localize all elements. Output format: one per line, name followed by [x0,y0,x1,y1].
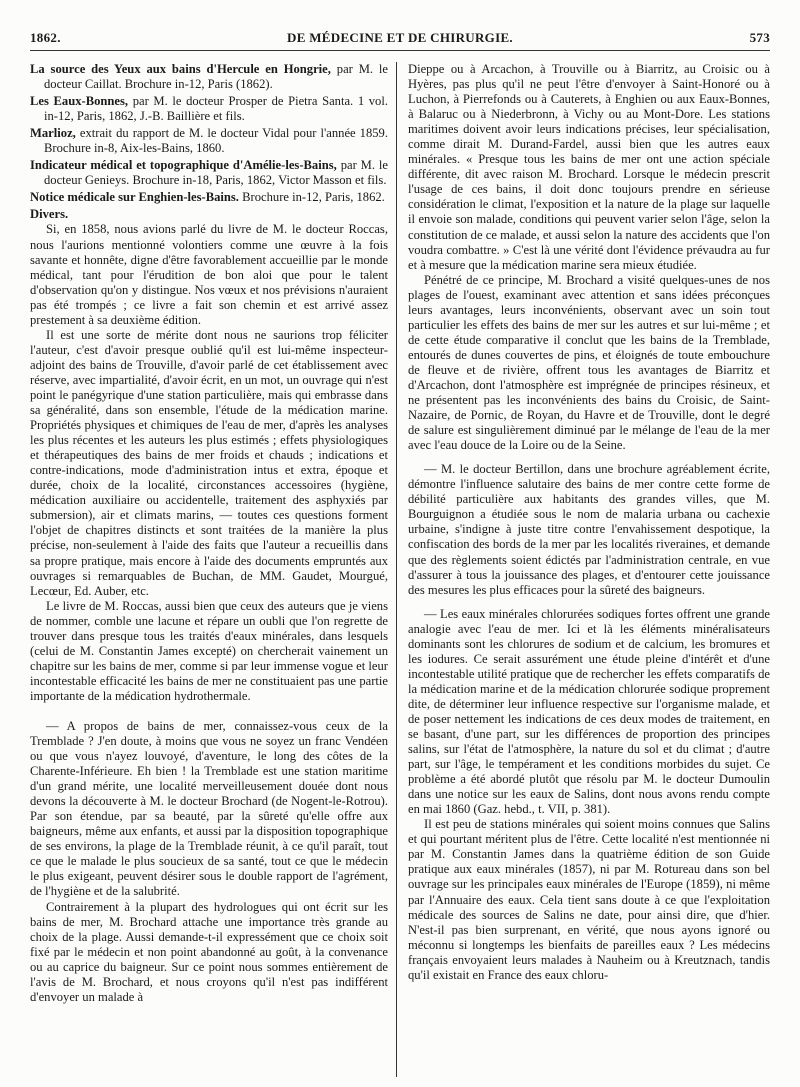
body-paragraph: Si, en 1858, nous avions parlé du livre de M. le docteur Roccas, nous l'aurions mentionné volontiers comme une œuvre à la fois savante et honnête, digne d'être favorablement accueillie par le monde médical, tant pour l'érudition de bon aloi que pour le talent d'observation qu'on y distingue. Nos vœux et nos prévisions n'auraient pas été trompés ; ce livre a fait son chemin et est arrivé assez prestement à sa deuxième édition. [30,222,388,327]
body-paragraph: Il est peu de stations minérales qui soient moins connues que Salins et qui pourtant méritent plus de l'être. Cette localité n'est mentionnée ni par M. Constantin James dans la quatrième édition de son Guide pratique aux eaux minérales (1857), ni par M. Rotureau dans son bel ouvrage sur les principales eaux minérales de l'Europe (1859), ni même par l'Annuaire des eaux. Cela tient sans doute à ce que l'exploitation médicale des sources de Salins ne date, pour ainsi dire, que d'hier. N'est-il pas bien surprenant, en vérité, que nous ayons ignoré ou méconnu si longtemps les bienfaits de pareilles eaux ? Les médecins français envoyaient leurs malades à Nauheim ou à Kreutznach, tandis qu'il existait en France des eaux chloru- [408,817,770,982]
entry-details: par M. le docteur Genieys. Brochure in-18, Paris, 1862, Victor Masson et fils. [44,158,389,188]
body-paragraph: Dieppe ou à Arcachon, à Trouville ou à Biarritz, au Croisic ou à Hyères, pas plus qu'il ne peut l'être d'envoyer à Saint-Honoré ou à Luchon, à Pierrefonds ou à Cauterets, à Enghien ou aux Eaux-Bonnes, à Balaruc ou à Niederbronn, à Vichy ou au Mont-Dore. Les stations maritimes doivent avoir leurs indications précises, leur spécialisation, comme dirait M. Durand-Fardel, aussi bien que les autres eaux minérales. « Presque tous les bains de mer ont une action spéciale différente, dit avec raison M. Brochard. Lorsque le médecin prescrit l'usage de ces bains, il doit donc toujours prendre en sérieuse considération le climat, l'exposition et la nature de la plage sur laquelle il envoie son malade, conditions qui peuvent varier selon l'âge, selon la constitution de ce malade, et aussi selon la nature des accidents que l'on voudra combattre. » C'est là une vérité dont l'évidence prévaudra au fur et à mesure que la médication marine sera mieux étudiée. [408,62,770,272]
left-column [30,62,388,1005]
entry-title: La source des Yeux aux bains d'Hercule en Hongrie, [30,62,331,76]
entry-details: par M. le docteur Caillat. Brochure in-12, Paris (1862). [44,62,388,92]
entry-details: Brochure in-12, Paris, 1862. [242,190,385,205]
bibliography-entry [30,158,388,188]
bibliography-entry [30,190,388,205]
entry-details: extrait du rapport de M. le docteur Vidal pour l'année 1859. Brochure in-8, Aix-les-Bains, 1860. [44,126,388,156]
entry-title: Indicateur médical et topographique d'Amélie-les-Bains, [30,158,337,173]
body-paragraph: — A propos de bains de mer, connaissez-vous ceux de la Tremblade ? J'en doute, à moins que vous ne soyez un franc Vendéen ou que vous n'ayez louvoyé, d'aventure, le long des côtes de la Charente-Inférieure. Eh bien ! la Tremblade est une station maritime d'un grand mérite, une localité merveilleusement douée dont nous devons la découverte à M. le docteur Brochard (de Nogent-le-Rotrou). Par son étendue, par sa beauté, par la sûreté qu'elle offre aux baigneurs, même aux enfants, et aussi par la disposition topographique de ses environs, la plage de la Tremblade réunit, à ce qu'il paraît, tout ce que le malade le plus soucieux de sa santé, tout ce que le médecin le plus exigeant, peuvent désirer sous le double rapport de l'agrément, de l'hygiène et de la salubrité. [30,718,388,899]
running-header [30,30,770,50]
bibliography-entry [30,126,388,156]
entry-title: Les Eaux-Bonnes, [30,94,129,109]
entry-title: Notice médicale sur Enghien-les-Bains. [30,190,239,205]
body-paragraph: Contrairement à la plupart des hydrologues qui ont écrit sur les bains de mer, M. Brochard attache une importance très grande au choix de la plage. Aussi demande-t-il expressément que ce choix soit fixé par le médecin et non point abandonné au goût, à la convenance ou au caprice du baigneur. Sur ce point nous sommes entièrement de l'avis de M. Brochard, et nous croyons qu'il n'est pas indifférent d'envoyer un malade à [30,899,388,1004]
paragraph-gap [408,598,770,607]
entry-title: Marlioz, [30,126,76,141]
right-column [408,62,770,983]
header-title: DE MÉDECINE ET DE CHIRURGIE. [287,30,513,45]
header-rule [30,50,770,51]
entry-details: par M. le docteur Prosper de Pietra Santa. 1 vol. in-12, Paris, 1862, J.-B. Baillière et fils. [44,94,388,124]
paragraph-gap [408,453,770,462]
body-paragraph: Il est une sorte de mérite dont nous ne saurions trop féliciter l'auteur, c'est d'avoir presque oublié qu'il est lui-même inspecteur-adjoint des bains de Trouville, d'avoir parlé de cet établissement avec réserve, avec impartialité, d'avoir écrit, en un mot, un ouvrage qui n'est point le panégyrique d'une station particulière, mais qui embrasse dans sa généralité, dans son ensemble, l'étude de la médication marine. Propriétés physiques et chimiques de l'eau de mer, d'après les analyses les plus récentes et les auteurs les plus estimés ; effets physiologiques et thérapeutiques des bains de mer froids et chauds ; indications et contre-indications, mode d'administration intus et extra, époque et durée, choix de la localité, circonstances accessoires (hygiène, médication auxiliaire ou accidentelle, traitement des asphyxiés par submersion), air et climats marins, — toutes ces questions forment l'objet de chapitres distincts et sont traitées de la manière la plus précise, non-seulement à l'aide des faits que l'auteur a recueillis dans sa propre pratique, mais encore à l'aide des documents empruntés aux ouvrages si remarquables de Buchan, de MM. Gaudet, Mourgué, Lecœur, Ed. Auber, etc. [30,327,388,598]
body-paragraph: Le livre de M. Roccas, aussi bien que ceux des auteurs que je viens de nommer, comble une lacune et répare un oubli que l'on regrette de trouver dans presque tous les traités d'eaux minérales, dans lesquels (celui de M. Constantin James excepté) on chercherait vainement un chapitre sur les bains de mer, comme si par leur immense vogue et leur incontestable efficacité les bains de mer ne constituaient pas une partie importante de la médication hydrothermale. [30,598,388,703]
page-number: 573 [749,30,770,45]
bibliography-entry [30,94,388,124]
column-divider [396,62,397,1077]
body-paragraph: Pénétré de ce principe, M. Brochard a visité quelques-unes de nos plages de l'ouest, examinant avec attention et sans idées préconçues leurs avantages, leurs inconvénients, observant avec un soin tout particulier les effets des bains de mer sur les autres et sur lui-même ; et de cette étude comparative il conclut que les bains de la Tremblade, entourés de dunes couvertes de pins, et éloignés de toute embouchure de fleuve et de rivière, offrent tous les avantages de Biarritz et d'Arcachon, dont l'atmosphère est imprégnée de principes résineux, et ne présentent pas les inconvénients des bains du Croisic, de Saint-Nazaire, de Pornic, de Royan, du Havre et de Trouville, dont le degré de salure est singulièrement diminué par le mélange de l'eau de la mer avec l'eau douce de la Loire ou de la Seine. [408,272,770,453]
header-year: 1862. [30,30,61,45]
bibliography-entry [30,62,388,92]
section-heading: Divers. [30,207,69,222]
paragraph-gap [30,704,388,719]
body-paragraph: — M. le docteur Bertillon, dans une brochure agréablement écrite, démontre l'influence salutaire des bains de mer contre cette forme de débilité particulière aux habitants des grandes villes, que M. Bourguignon a étudiée sous le nom de malaria urbana ou cachexie urbaine, s'indigne à juste titre contre l'envahissement despotique, la confiscation des bords de la mer par les localités riveraines, et demande que des règlements soient édictés par l'administration centrale, en vue d'assurer à tous la jouissance des plages, et d'entourer cette jouissance des mesures les plus efficaces pour la sûreté des baigneurs. [408,462,770,597]
body-paragraph: — Les eaux minérales chlorurées sodiques fortes offrent une grande analogie avec l'eau de mer. Ici et là les éléments minéralisateurs dominants sont les chlorures de sodium et de calcium, les bromures et les iodures. Ce serait assurément une étude pleine d'intérêt et d'une incontestable utilité pratique que de rechercher les effets comparatifs de la médication marine et de la médication chlorurée sodique proprement dite, de déterminer leur influence respective sur l'organisme malade, et de poser nettement les indications de ces deux modes de traitement, en se basant, d'une part, sur les différences de proportion des principes salins, sur l'état de l'atmosphère, la nature du sol et du climat ; d'autre part, sur l'âge, le tempérament et les conditions morbides du sujet. Ce problème a été abordé plutôt que résolu par M. le docteur Dumoulin dans une notice sur les eaux de Salins, dont nous avons rendu compte en mai 1860 (Gaz. hebd., t. VII, p. 381). [408,606,770,817]
